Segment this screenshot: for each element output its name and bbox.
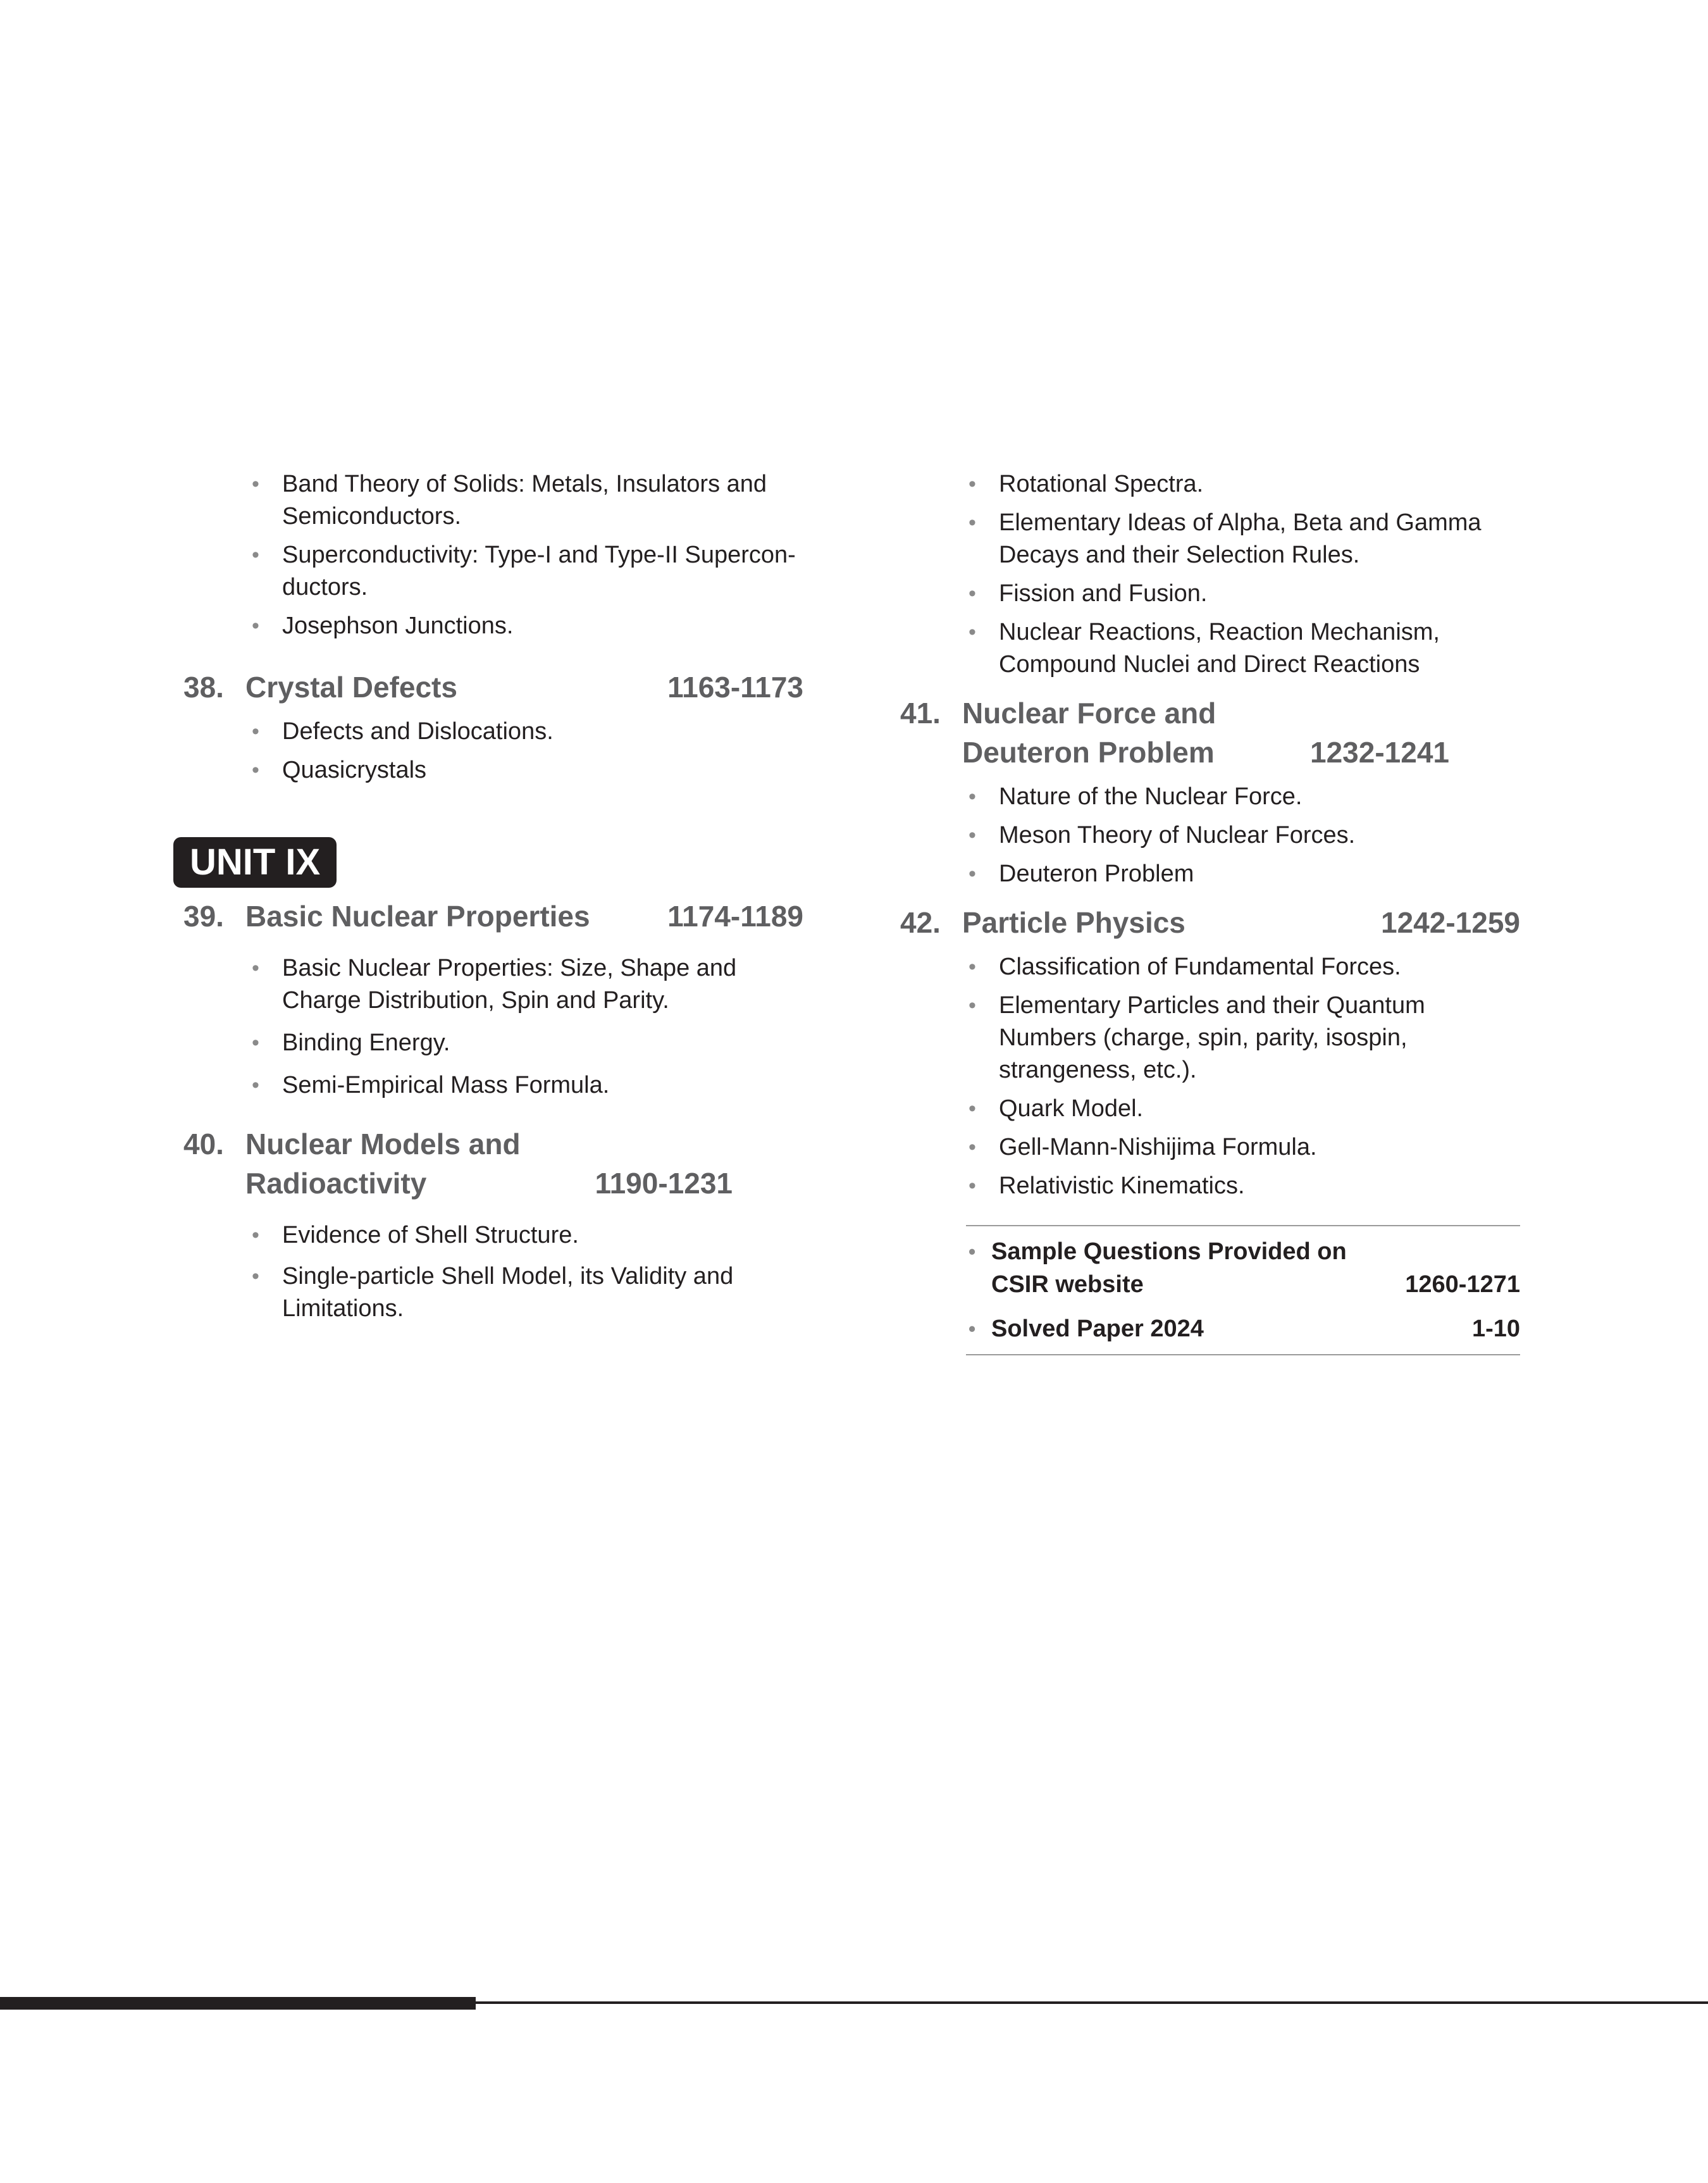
bullet-icon: • (968, 1135, 976, 1159)
topic-item: • Elementary Ideas of Alpha, Beta and Gamma Decays and their Selection Rules. (968, 507, 1520, 571)
chapter-40-heading[interactable] (183, 1124, 803, 1203)
bullet-icon: • (968, 785, 976, 809)
topic-item: • Nuclear Reactions, Reaction Mechanism, Compound Nuclei and Direct Reactions (968, 616, 1520, 681)
bullet-icon: • (968, 862, 976, 886)
topic-item: • Defects and Dislocations. (252, 716, 803, 748)
extra-pages: 1-10 (1471, 1315, 1520, 1342)
extra-title: Sample Questions Provided on CSIR website (991, 1238, 1347, 1298)
topic-item: • Classification of Fundamental Forces. (968, 951, 1520, 983)
bullet-icon: • (252, 614, 259, 638)
bullet-icon: • (252, 1031, 259, 1055)
chapter-number: 39. (183, 900, 224, 933)
bullet-icon: • (968, 620, 976, 644)
topic-item: • Elementary Particles and their Quantum Numbers (charge, spin, parity, isospin, strangeness, etc.). (968, 990, 1520, 1086)
chapter-39-heading[interactable] (183, 897, 803, 936)
bullet-icon: • (968, 472, 976, 496)
chapter-pages: 1190-1231 (595, 1167, 733, 1200)
bullet-icon: • (968, 823, 976, 847)
bullet-icon: • (252, 543, 259, 567)
bullet-icon: • (968, 1097, 976, 1121)
chapter-title: Nuclear Force and Deuteron Problem (962, 697, 1216, 769)
extra-item-sample-questions[interactable] (966, 1235, 1520, 1301)
unit-badge: UNIT IX (173, 837, 337, 888)
bullet-icon: • (252, 1264, 259, 1288)
chapter-title: Basic Nuclear Properties (245, 900, 590, 933)
topic-list (900, 951, 1520, 1202)
extra-item-solved-paper[interactable] (966, 1312, 1520, 1345)
bullet-icon: • (968, 993, 976, 1017)
footer-rule-thick (0, 1997, 476, 2010)
topic-item: • Band Theory of Solids: Metals, Insulators and Semiconductors. (252, 468, 803, 533)
topic-list (900, 781, 1520, 890)
topic-list (183, 468, 803, 642)
topic-item: • Rotational Spectra. (968, 468, 1520, 501)
topic-list (183, 952, 803, 1102)
chapter-number: 41. (900, 697, 941, 730)
topic-item: • Quark Model. (968, 1093, 1520, 1125)
bullet-icon: • (968, 511, 976, 535)
topic-item: • Evidence of Shell Structure. (252, 1219, 803, 1252)
chapter-number: 42. (900, 906, 941, 939)
topic-item: • Single-particle Shell Model, its Validity and Limitations. (252, 1260, 803, 1325)
bullet-icon: • (968, 1174, 976, 1198)
topic-list (183, 716, 803, 787)
bullet-icon: • (968, 582, 976, 606)
chapter-number: 38. (183, 671, 224, 704)
topic-item: • Meson Theory of Nuclear Forces. (968, 819, 1520, 852)
extra-title: Solved Paper 2024 (991, 1315, 1204, 1342)
bullet-icon: • (252, 1223, 259, 1247)
bullet-icon: • (252, 719, 259, 743)
bullet-icon: • (968, 1317, 976, 1340)
chapter-pages: 1174-1189 (667, 900, 803, 933)
topic-item: • Nature of the Nuclear Force. (968, 781, 1520, 813)
chapter-number: 40. (183, 1128, 224, 1160)
topic-item: • Binding Energy. (252, 1027, 803, 1059)
bullet-icon: • (252, 758, 259, 782)
bullet-icon: • (252, 472, 259, 496)
chapter-pages: 1242-1259 (1381, 906, 1520, 939)
topic-item: • Semi-Empirical Mass Formula. (252, 1069, 803, 1102)
topic-item: • Quasicrystals (252, 754, 803, 787)
topic-item: • Superconductivity: Type-I and Type-II Supercon-ductors. (252, 539, 803, 604)
chapter-41-heading[interactable] (900, 693, 1520, 772)
topic-item: • Fission and Fusion. (968, 578, 1520, 610)
bullet-icon: • (968, 955, 976, 979)
chapter-38-heading[interactable] (183, 668, 803, 707)
extras-box (966, 1225, 1520, 1355)
chapter-42-heading[interactable] (900, 903, 1520, 942)
topic-item: • Basic Nuclear Properties: Size, Shape and Charge Distribution, Spin and Parity. (252, 952, 803, 1017)
chapter-title: Crystal Defects (245, 671, 457, 704)
toc-left-column (183, 468, 803, 1331)
topic-list (900, 468, 1520, 681)
toc-right-column (900, 468, 1520, 1355)
topic-item: • Josephson Junctions. (252, 610, 803, 642)
bullet-icon: • (252, 956, 259, 980)
topic-item: • Deuteron Problem (968, 858, 1520, 890)
chapter-pages: 1163-1173 (667, 671, 803, 704)
bullet-icon: • (252, 1073, 259, 1097)
bullet-icon: • (968, 1240, 976, 1263)
topic-list (183, 1219, 803, 1325)
topic-item: • Relativistic Kinematics. (968, 1170, 1520, 1202)
topic-item: • Gell-Mann-Nishijima Formula. (968, 1131, 1520, 1164)
chapter-title: Nuclear Models and Radioactivity (245, 1128, 521, 1200)
extra-pages: 1260-1271 (1405, 1271, 1520, 1298)
footer-rule-thin (476, 2001, 1708, 2004)
chapter-pages: 1232-1241 (1310, 736, 1449, 769)
chapter-title: Particle Physics (962, 906, 1185, 939)
